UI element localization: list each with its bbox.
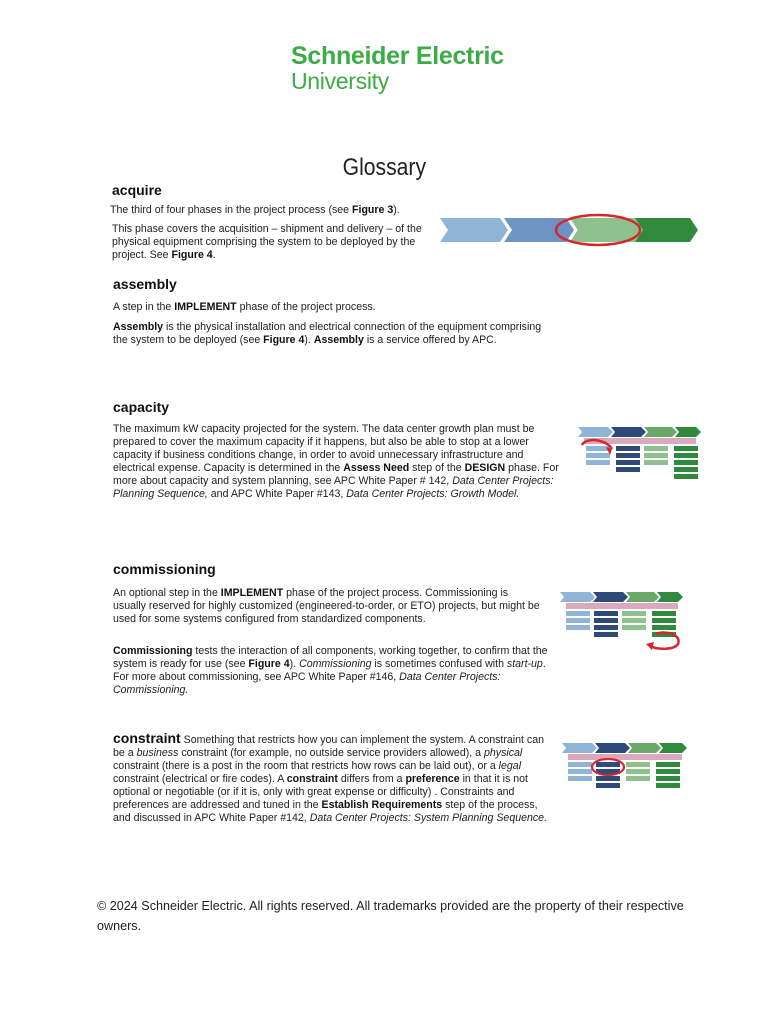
acquire-para-2: This phase covers the acquisition – shipment and delivery – of the physical equipment comprising the system to be deployed by the project. See Figure 4. <box>112 223 422 261</box>
figure-capacity-process <box>578 425 702 483</box>
term-capacity: capacity <box>113 399 170 415</box>
commissioning-para-2: Commissioning tests the interaction of all components, working together, to confirm that the system is ready for use (see Figure 4). Commissioning is sometimes confused with start-up. For more about commissioning, see APC White Paper #146, Data Center Projects: Commissioning. <box>113 645 548 696</box>
brand-logo-line2: University <box>291 68 389 94</box>
figure-phase-arrows <box>440 212 702 248</box>
term-commissioning: commissioning <box>113 561 216 577</box>
constraint-para-1: Something that restricts how you can implement the system. A constraint can be a business constraint (for example, no outside service providers allowed), a physical constraint (there is a post in the room that restricts how rows can be laid out), or a legal constraint (electrical or fire codes). A constraint differs from a preference in that it is not optional or negotiable (or if it is, only with great expense or difficulty) . Constraints and preferences are addressed and tuned in the Establish Requirements step of the process, and discussed in APC White Paper #142, Data Center Projects: System Planning Sequence. <box>113 734 548 824</box>
term-assembly: assembly <box>113 276 177 292</box>
term-constraint: constraint <box>113 730 181 746</box>
figure-constraint-process <box>562 741 688 797</box>
capacity-para-1: The maximum kW capacity projected for the system. The data center growth plan must be prepared to cover the maximum capacity if it happens, but also be able to stop at a lower capacity if business conditions change, in order to avoid unnecessary infrastructure and electrical expense. Capacity is determined in the Assess Need step of the DESIGN phase. For more about capacity and system planning, see APC White Paper # 142, Data Center Projects: Planning Sequence, and APC White Paper #143, Data Center Projects: Growth Model. <box>113 423 559 500</box>
term-acquire: acquire <box>112 182 162 198</box>
brand-logo-line1: Schneider Electric <box>291 42 504 70</box>
commissioning-para-1: An optional step in the IMPLEMENT phase of the project process. Commissioning is usually reserved for highly customized (engineered-to-order, or ETO) projects, but might be used for some systems configured from standardized components. <box>113 587 540 625</box>
constraint-entry <box>113 732 549 825</box>
footer-copyright: © 2024 Schneider Electric. All rights reserved. All trademarks provided are the property of their respective owners. <box>97 899 684 933</box>
assembly-para-1: A step in the IMPLEMENT phase of the project process. <box>113 301 376 313</box>
acquire-para-1: The third of four phases in the project process (see Figure 3). <box>110 204 400 216</box>
phase-arrow-4 <box>634 218 698 242</box>
phase-arrow-1 <box>440 218 508 242</box>
assembly-para-2: Assembly is the physical installation and electrical connection of the equipment comprising the system to be deployed (see Figure 4). Assembly is a service offered by APC. <box>113 321 542 346</box>
figure-commissioning-process <box>560 590 684 652</box>
page-title: Glossary <box>342 154 426 181</box>
